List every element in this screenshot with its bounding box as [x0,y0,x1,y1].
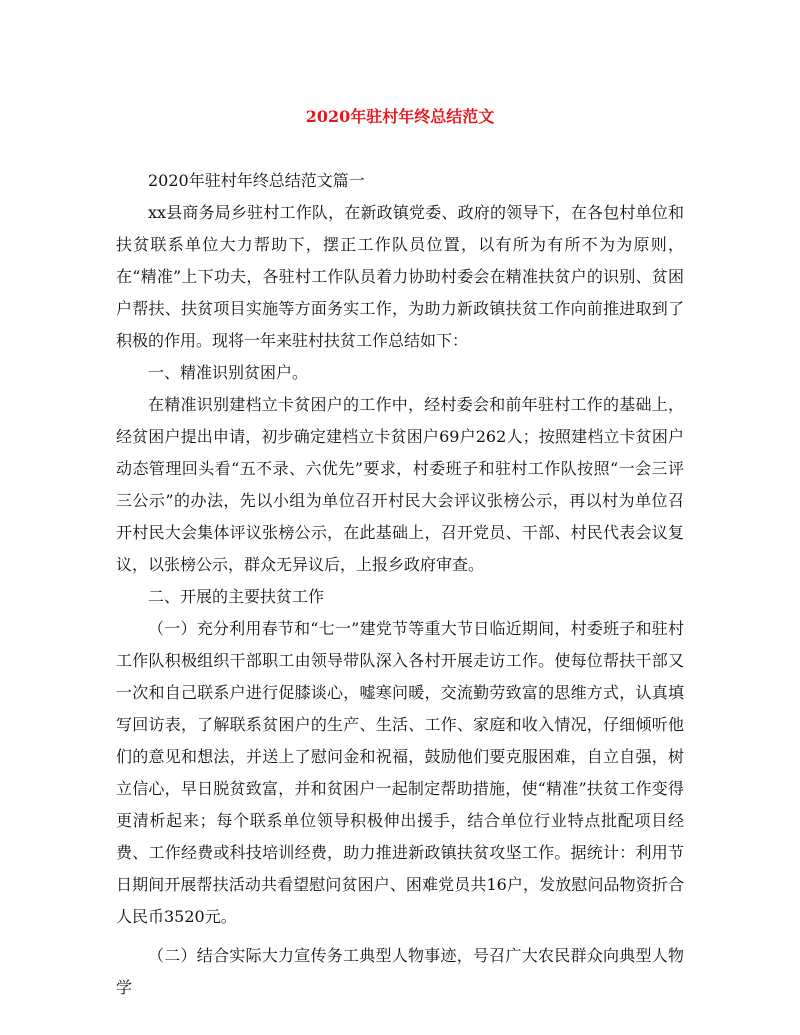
paragraph-identification: 在精准识别建档立卡贫困户的工作中，经村委会和前年驻村工作的基础上，经贫困户提出申请，初步确定建档立卡贫困户69户262人；按照建档立卡贫困户动态管理回头看“五不录、六优先”要求，村委班子和驻村工作队按照“一会三评三公示”的办法，先以小组为单位召开村民大会评议张榜公示，再以村为单位召开村民大会集体评议张榜公示，在此基础上，召开党员、干部、村民代表会议复议，以张榜公示，群众无异议后，上报乡政府审查。 [116,395,684,574]
paragraph-item-1: （一）充分利用春节和“七一”建党节等重大节日临近期间，村委班子和驻村工作队积极组织干部职工由领导带队深入各村开展走访工作。使每位帮扶干部又一次和自己联系户进行促膝谈心，嘘寒问暖，交流勤劳致富的思维方式，认真填写回访表，了解联系贫困户的生产、生活、工作、家庭和收入情况，仔细倾听他们的意见和想法，并送上了慰问金和祝福，鼓励他们要克服困难，自立自强，树立信心，早日脱贫致富，并和贫困户一起制定帮助措施，使“精准”扶贫工作变得更清析起来；每个联系单位领导积极伸出援手，结合单位行业特点批配项目经费、工作经费或科技培训经费，助力推进新政镇扶贫攻坚工作。据统计：利用节日期间开展帮扶活动共看望慰问贫困户、困难党员共16户，发放慰问品物资折合人民币3520元。 [116,619,684,926]
section-heading-1: 一、精准识别贫困户。 [148,363,309,382]
document-title: 2020年驻村年终总结范文 [305,107,495,126]
paragraph-intro: xx县商务局乡驻村工作队，在新政镇党委、政府的领导下，在各包村单位和扶贫联系单位大力帮助下，摆正工作队员位置，以有所为有所不为为原则，在“精准”上下功夫，各驻村工作队员着力协助村委会在精准扶贫户的识别、贫困户帮扶、扶贫项目实施等方面务实工作，为助力新政镇扶贫工作向前推进取到了积极的作用。现将一年来驻村扶贫工作总结如下： [116,203,684,350]
section-heading-2: 二、开展的主要扶贫工作 [148,587,325,606]
paragraph-item-2: （二）结合实际大力宣传务工典型人物事迹，号召广大农民群众向典型人物学 [116,946,684,997]
paragraph-subtitle: 2020年驻村年终总结范文篇一 [148,171,365,190]
document-body [116,165,684,1004]
